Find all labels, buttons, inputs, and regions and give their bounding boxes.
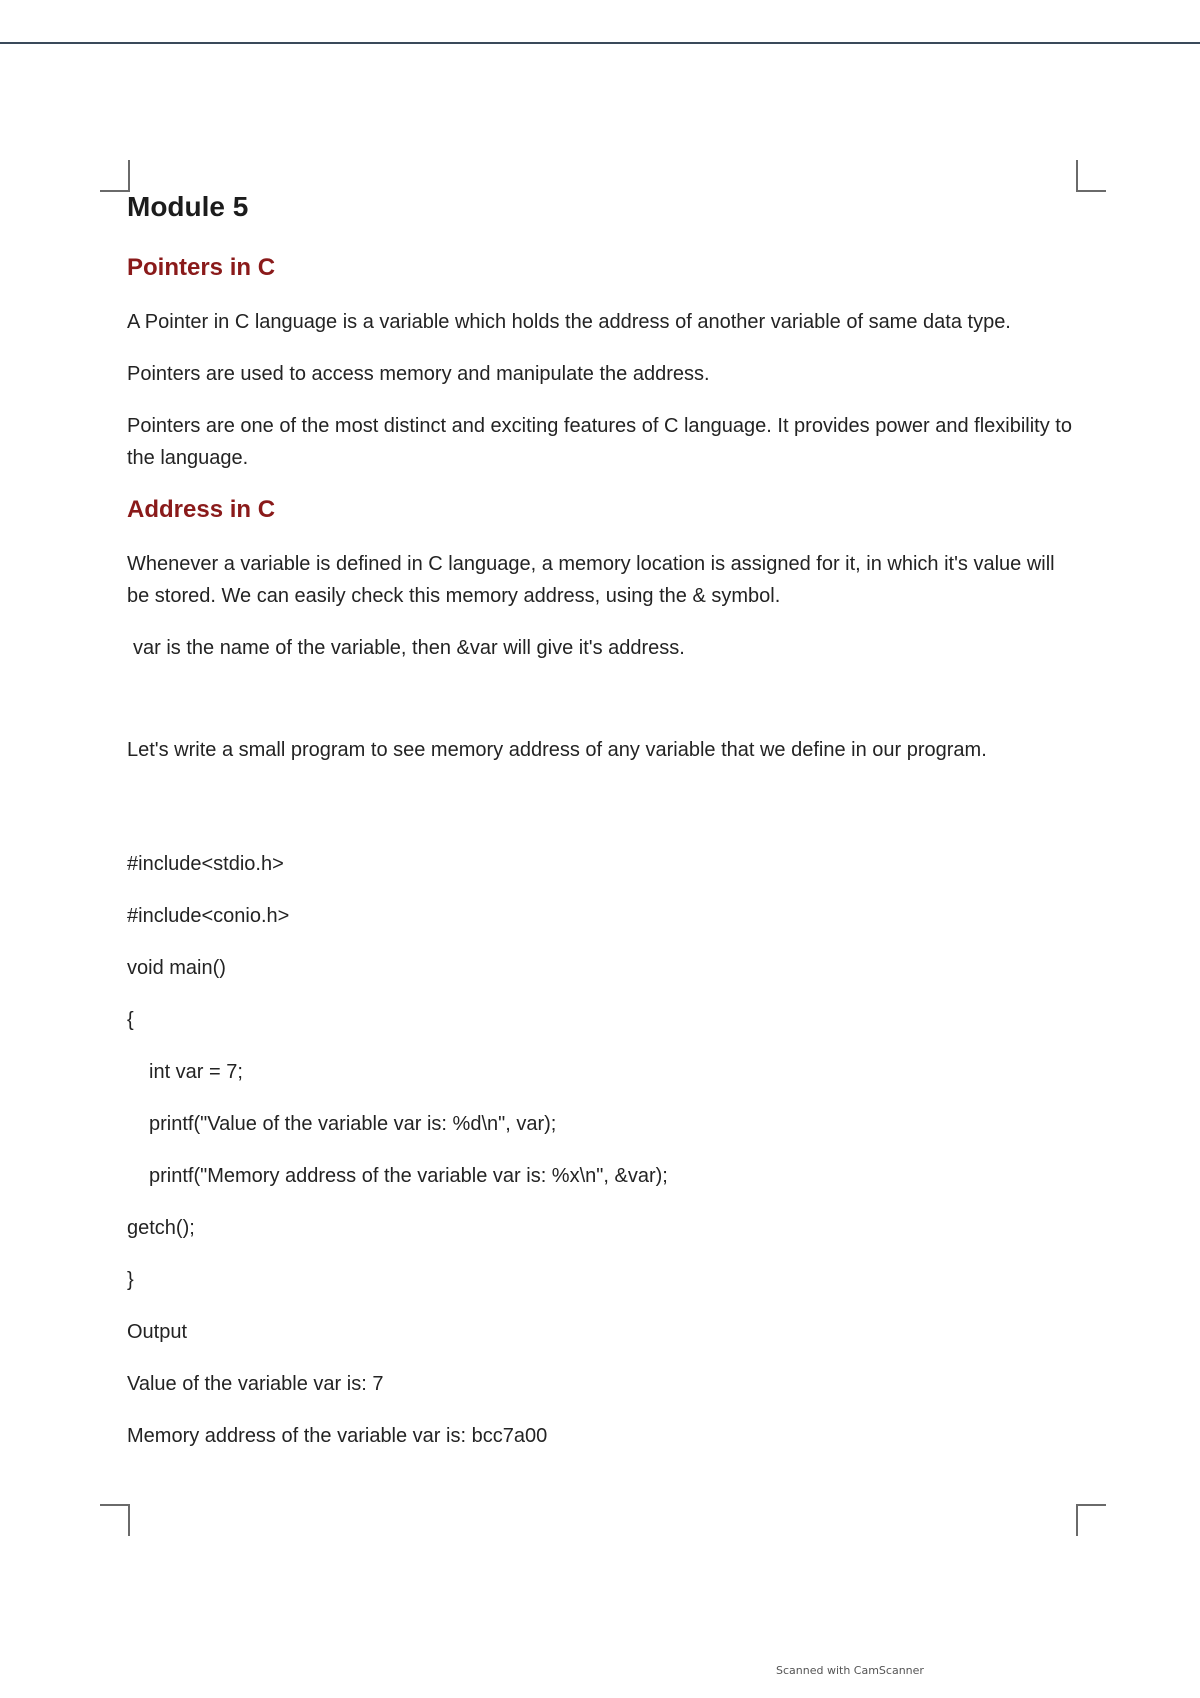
code-line-close-brace: } — [127, 1269, 134, 1291]
output-label: Output — [127, 1321, 188, 1343]
paragraph-pointer-features: Pointers are one of the most distinct and exciting features of C language. It provides power and flexibility to the language. — [127, 415, 1072, 469]
code-line-printf-address: printf("Memory address of the variable var is: %x\n", &var); — [149, 1165, 668, 1187]
paragraph-address-operator: var is the name of the variable, then &var will give it's address. — [133, 637, 685, 659]
top-rule — [0, 42, 1200, 44]
code-line-include-stdio: #include<stdio.h> — [127, 853, 284, 875]
code-line-declaration: int var = 7; — [149, 1061, 243, 1083]
document-body — [127, 188, 1077, 1472]
crop-mark-bottom-left — [100, 1504, 130, 1536]
heading-address-in-c: Address in C — [127, 496, 276, 523]
crop-mark-bottom-right — [1076, 1504, 1106, 1536]
paragraph-pointer-usage: Pointers are used to access memory and manipulate the address. — [127, 363, 710, 385]
paragraph-address-definition: Whenever a variable is defined in C language, a memory location is assigned for it, in which it's value will be stored. We can easily check this memory address, using the & symbol. — [127, 553, 1055, 607]
paragraph-program-intro: Let's write a small program to see memory address of any variable that we define in our program. — [127, 739, 987, 761]
heading-pointers-in-c: Pointers in C — [127, 254, 276, 281]
output-line-address: Memory address of the variable var is: bcc7a00 — [127, 1425, 548, 1447]
crop-mark-top-right — [1076, 160, 1106, 192]
output-line-value: Value of the variable var is: 7 — [127, 1373, 384, 1395]
code-block — [127, 848, 1077, 1296]
scanner-watermark: Scanned with CamScanner — [776, 1664, 924, 1677]
code-line-include-conio: #include<conio.h> — [127, 905, 290, 927]
module-title: Module 5 — [127, 191, 249, 222]
code-line-printf-value: printf("Value of the variable var is: %d\n", var); — [149, 1113, 557, 1135]
paragraph-pointer-definition: A Pointer in C language is a variable which holds the address of another variable of same data type. — [127, 311, 1011, 333]
code-line-getch: getch(); — [127, 1217, 195, 1239]
code-line-open-brace: { — [127, 1009, 134, 1031]
crop-mark-top-left — [100, 160, 130, 192]
code-line-main: void main() — [127, 957, 226, 979]
